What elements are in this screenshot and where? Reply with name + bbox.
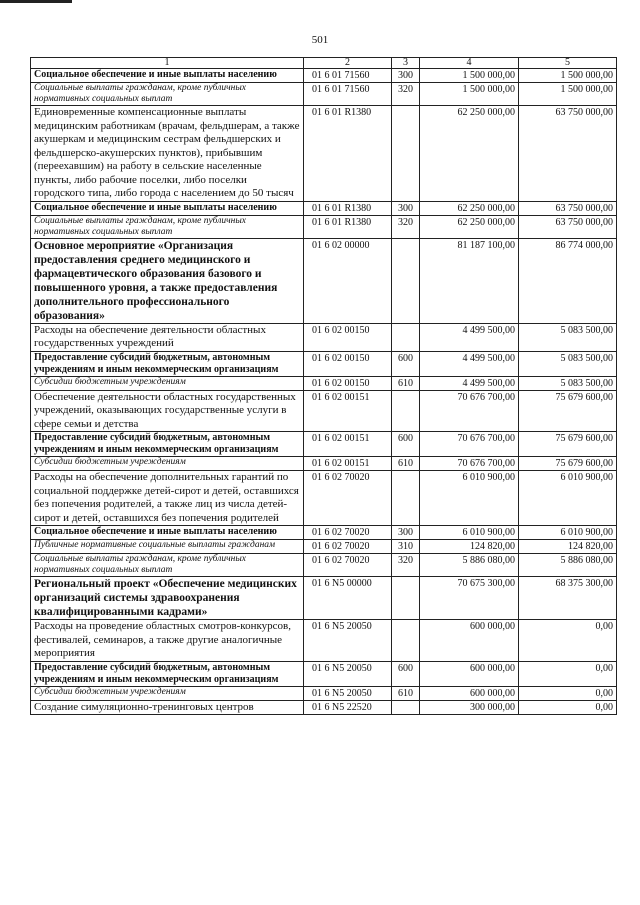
- row-amount-year-2: 5 083 500,00: [519, 323, 617, 351]
- row-code: 01 6 02 70020: [304, 471, 392, 526]
- row-name: Социальное обеспечение и иные выплаты населению: [31, 526, 304, 540]
- row-expense-type: 600: [392, 432, 420, 457]
- row-code: 01 6 01 R1380: [304, 201, 392, 215]
- row-amount-year-2: 6 010 900,00: [519, 471, 617, 526]
- row-name: Обеспечение деятельности областных государственных учреждений, оказывающих государственные услуги в сфере семьи и детства: [31, 390, 304, 432]
- row-code: 01 6 01 R1380: [304, 215, 392, 238]
- row-amount-year-1: 62 250 000,00: [420, 106, 519, 202]
- row-name: Предоставление субсидий бюджетным, автономным учреждениям и иным некоммерческим организациям: [31, 432, 304, 457]
- row-amount-year-2: 75 679 600,00: [519, 432, 617, 457]
- row-expense-type: 320: [392, 554, 420, 577]
- row-expense-type: [392, 238, 420, 323]
- row-code: 01 6 N5 20050: [304, 620, 392, 662]
- table-row: [31, 620, 617, 662]
- row-amount-year-2: 63 750 000,00: [519, 106, 617, 202]
- row-amount-year-2: 86 774 000,00: [519, 238, 617, 323]
- table-row: [31, 390, 617, 432]
- table-row: [31, 323, 617, 351]
- table-row: [31, 661, 617, 686]
- row-code: 01 6 N5 22520: [304, 700, 392, 715]
- table-row: [31, 106, 617, 202]
- row-amount-year-1: 1 500 000,00: [420, 69, 519, 83]
- row-amount-year-1: 1 500 000,00: [420, 83, 519, 106]
- row-amount-year-2: 5 083 500,00: [519, 376, 617, 390]
- table-row: [31, 686, 617, 700]
- row-code: 01 6 02 00000: [304, 238, 392, 323]
- row-amount-year-1: 6 010 900,00: [420, 471, 519, 526]
- page-number: 501: [311, 34, 329, 46]
- row-name: Социальные выплаты гражданам, кроме публичных нормативных социальных выплат: [31, 83, 304, 106]
- row-code: 01 6 02 70020: [304, 540, 392, 554]
- row-name: Региональный проект «Обеспечение медицинских организаций системы здравоохранения квалифицированными кадрами»: [31, 577, 304, 620]
- row-expense-type: [392, 106, 420, 202]
- row-code: 01 6 02 00151: [304, 390, 392, 432]
- header-col-5: 5: [519, 58, 617, 69]
- row-code: 01 6 02 00150: [304, 351, 392, 376]
- row-name: Социальные выплаты гражданам, кроме публичных нормативных социальных выплат: [31, 215, 304, 238]
- row-amount-year-2: 1 500 000,00: [519, 83, 617, 106]
- row-amount-year-1: 70 676 700,00: [420, 432, 519, 457]
- row-name: Предоставление субсидий бюджетным, автономным учреждениям и иным некоммерческим организациям: [31, 661, 304, 686]
- table-row: [31, 577, 617, 620]
- row-amount-year-1: 600 000,00: [420, 620, 519, 662]
- row-code: 01 6 02 70020: [304, 526, 392, 540]
- row-name: Единовременные компенсационные выплаты медицинским работникам (врачам, фельдшерам, а также акушеркам и медицинским сестрам фельдшерских и фельдшерско-акушерских пунктов), прибывшим (переехавшим) на работу в сельские населенные пункты, либо рабочие поселки, либо поселки городского типа, либо города с населением до 50 тысяч: [31, 106, 304, 202]
- row-amount-year-2: 0,00: [519, 661, 617, 686]
- row-name: Публичные нормативные социальные выплаты гражданам: [31, 540, 304, 554]
- row-expense-type: [392, 323, 420, 351]
- row-amount-year-2: 75 679 600,00: [519, 457, 617, 471]
- row-name: Основное мероприятие «Организация предоставления среднего медицинского и фармацевтического образования базового и повышенного уровня, а также предоставления дополнительного профессионального образования»: [31, 238, 304, 323]
- row-amount-year-2: 63 750 000,00: [519, 215, 617, 238]
- row-expense-type: 300: [392, 69, 420, 83]
- table-row: [31, 238, 617, 323]
- row-amount-year-1: 300 000,00: [420, 700, 519, 715]
- table-row: [31, 83, 617, 106]
- header-col-1: 1: [31, 58, 304, 69]
- row-code: 01 6 01 71560: [304, 69, 392, 83]
- row-expense-type: 600: [392, 661, 420, 686]
- row-name: Социальные выплаты гражданам, кроме публичных нормативных социальных выплат: [31, 554, 304, 577]
- row-amount-year-1: 4 499 500,00: [420, 376, 519, 390]
- row-amount-year-1: 4 499 500,00: [420, 323, 519, 351]
- row-expense-type: 320: [392, 215, 420, 238]
- header-col-2: 2: [304, 58, 392, 69]
- table-row: [31, 540, 617, 554]
- row-expense-type: [392, 390, 420, 432]
- table-row: [31, 554, 617, 577]
- table-row: [31, 201, 617, 215]
- row-amount-year-1: 600 000,00: [420, 686, 519, 700]
- row-code: 01 6 02 00150: [304, 376, 392, 390]
- budget-table: [30, 57, 617, 715]
- row-name: Социальное обеспечение и иные выплаты населению: [31, 201, 304, 215]
- row-code: 01 6 02 00150: [304, 323, 392, 351]
- row-name: Субсидии бюджетным учреждениям: [31, 457, 304, 471]
- header-col-3: 3: [392, 58, 420, 69]
- row-expense-type: 300: [392, 526, 420, 540]
- row-amount-year-2: 6 010 900,00: [519, 526, 617, 540]
- table-row: [31, 351, 617, 376]
- row-amount-year-1: 6 010 900,00: [420, 526, 519, 540]
- row-code: 01 6 02 00151: [304, 432, 392, 457]
- row-amount-year-1: 70 676 700,00: [420, 457, 519, 471]
- row-expense-type: 320: [392, 83, 420, 106]
- table-row: [31, 376, 617, 390]
- row-amount-year-1: 62 250 000,00: [420, 201, 519, 215]
- row-name: Субсидии бюджетным учреждениям: [31, 376, 304, 390]
- row-name: Расходы на проведение областных смотров-конкурсов, фестивалей, семинаров, а также другие аналогичные мероприятия: [31, 620, 304, 662]
- row-amount-year-2: 0,00: [519, 620, 617, 662]
- header-col-4: 4: [420, 58, 519, 69]
- row-code: 01 6 N5 20050: [304, 686, 392, 700]
- row-name: Субсидии бюджетным учреждениям: [31, 686, 304, 700]
- row-expense-type: [392, 620, 420, 662]
- row-amount-year-2: 0,00: [519, 686, 617, 700]
- row-expense-type: 310: [392, 540, 420, 554]
- row-expense-type: 610: [392, 686, 420, 700]
- table-row: [31, 471, 617, 526]
- row-amount-year-1: 70 676 700,00: [420, 390, 519, 432]
- row-expense-type: 610: [392, 457, 420, 471]
- row-amount-year-1: 81 187 100,00: [420, 238, 519, 323]
- row-amount-year-1: 600 000,00: [420, 661, 519, 686]
- row-amount-year-1: 62 250 000,00: [420, 215, 519, 238]
- row-name: Социальное обеспечение и иные выплаты населению: [31, 69, 304, 83]
- row-code: 01 6 02 70020: [304, 554, 392, 577]
- row-amount-year-2: 75 679 600,00: [519, 390, 617, 432]
- table-row: [31, 526, 617, 540]
- row-expense-type: 600: [392, 351, 420, 376]
- row-amount-year-2: 124 820,00: [519, 540, 617, 554]
- row-name: Создание симуляционно-тренинговых центров: [31, 700, 304, 715]
- table-row: [31, 700, 617, 715]
- row-amount-year-2: 5 083 500,00: [519, 351, 617, 376]
- table-header-row: [31, 58, 617, 69]
- top-edge-line: [0, 0, 72, 3]
- row-expense-type: 610: [392, 376, 420, 390]
- row-amount-year-1: 5 886 080,00: [420, 554, 519, 577]
- table-row: [31, 69, 617, 83]
- row-amount-year-1: 70 675 300,00: [420, 577, 519, 620]
- row-amount-year-2: 0,00: [519, 700, 617, 715]
- row-expense-type: [392, 577, 420, 620]
- row-code: 01 6 N5 20050: [304, 661, 392, 686]
- row-amount-year-2: 1 500 000,00: [519, 69, 617, 83]
- row-amount-year-1: 124 820,00: [420, 540, 519, 554]
- row-expense-type: 300: [392, 201, 420, 215]
- table-row: [31, 457, 617, 471]
- row-code: 01 6 N5 00000: [304, 577, 392, 620]
- row-name: Расходы на обеспечение дополнительных гарантий по социальной поддержке детей-сирот и детей, оставшихся без попечения родителей, а также лиц из числа детей-сирот и детей, оставшихся без попечения родителей: [31, 471, 304, 526]
- row-code: 01 6 01 71560: [304, 83, 392, 106]
- row-amount-year-2: 5 886 080,00: [519, 554, 617, 577]
- row-amount-year-2: 68 375 300,00: [519, 577, 617, 620]
- row-expense-type: [392, 471, 420, 526]
- row-expense-type: [392, 700, 420, 715]
- table-row: [31, 432, 617, 457]
- row-amount-year-2: 63 750 000,00: [519, 201, 617, 215]
- row-code: 01 6 02 00151: [304, 457, 392, 471]
- row-name: Предоставление субсидий бюджетным, автономным учреждениям и иным некоммерческим организациям: [31, 351, 304, 376]
- row-code: 01 6 01 R1380: [304, 106, 392, 202]
- table-row: [31, 215, 617, 238]
- row-name: Расходы на обеспечение деятельности областных государственных учреждений: [31, 323, 304, 351]
- row-amount-year-1: 4 499 500,00: [420, 351, 519, 376]
